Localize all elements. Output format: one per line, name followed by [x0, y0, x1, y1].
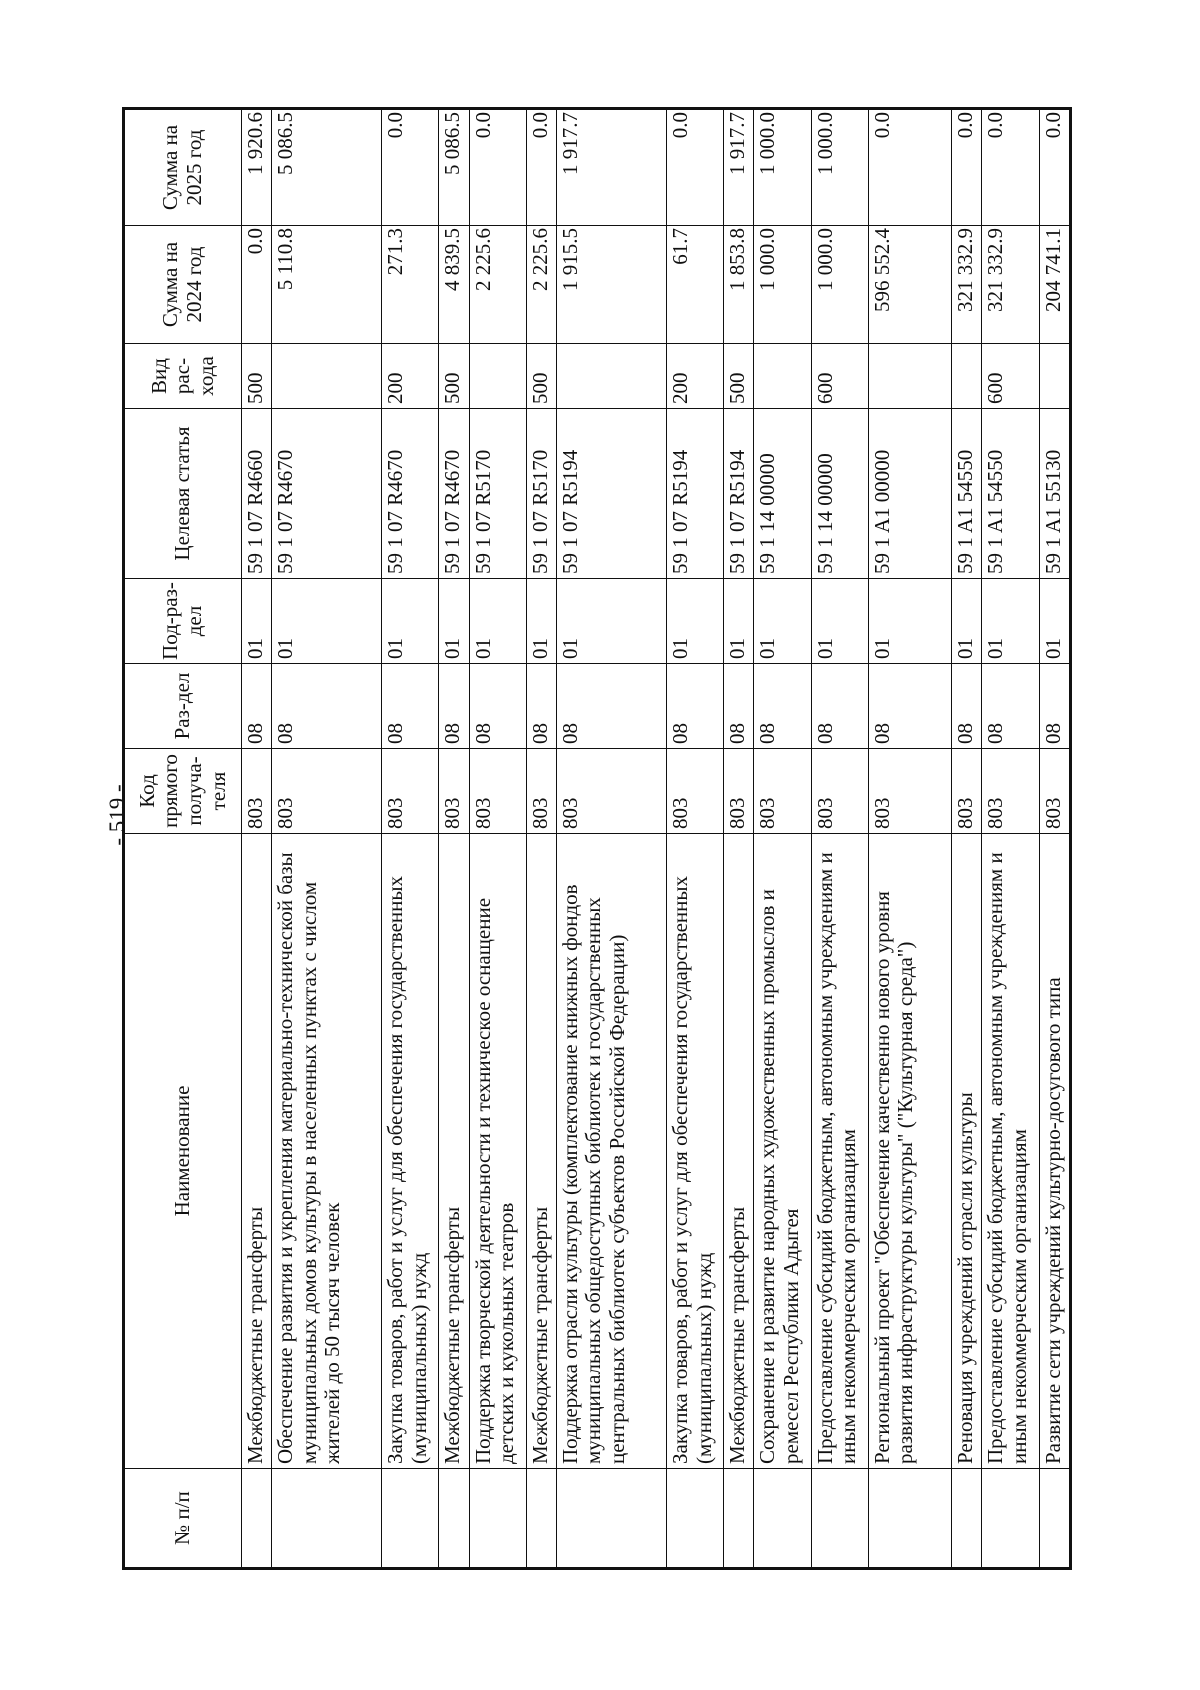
row-num: [811, 1469, 868, 1569]
row-target-article: 59 1 07 R4670: [272, 409, 382, 579]
row-sum-2024: 596 552.4: [868, 226, 952, 344]
row-name: Сохранение и развитие народных художественных промыслов и ремесел Республики Адыгея: [754, 834, 811, 1469]
row-name: Предоставление субсидий бюджетным, автономным учреждениям и иным некоммерческим организациям: [811, 834, 868, 1469]
row-sum-2025: 1 917.7: [724, 109, 754, 226]
row-sum-2024: 2 225.6: [469, 226, 526, 344]
row-sum-2024: 1 000.0: [754, 226, 811, 344]
row-num: [382, 1469, 439, 1569]
row-sum-2024: 321 332.9: [952, 226, 982, 344]
header-sum-2025: Сумма на 2025 год: [124, 109, 242, 226]
table-body: [242, 109, 1071, 1569]
row-expense-kind: 600: [811, 344, 868, 409]
table-row: [754, 109, 811, 1569]
row-sum-2025: 0.0: [868, 109, 952, 226]
row-recipient-code: 803: [526, 749, 556, 834]
row-name: Закупка товаров, работ и услуг для обеспечения государственных (муниципальных) нужд: [667, 834, 724, 1469]
row-section: 08: [272, 664, 382, 749]
row-name: Межбюджетные трансферты: [439, 834, 469, 1469]
table-row: [439, 109, 469, 1569]
table-row: [469, 109, 526, 1569]
row-subsection: 01: [754, 579, 811, 664]
row-section: 08: [382, 664, 439, 749]
row-section: 08: [724, 664, 754, 749]
row-section: 08: [526, 664, 556, 749]
row-name: Межбюджетные трансферты: [526, 834, 556, 1469]
row-subsection: 01: [952, 579, 982, 664]
table-row: [382, 109, 439, 1569]
row-recipient-code: 803: [1039, 749, 1070, 834]
row-section: 08: [811, 664, 868, 749]
row-section: 08: [439, 664, 469, 749]
row-expense-kind: 600: [982, 344, 1039, 409]
row-name: Поддержка отрасли культуры (комплектование книжных фондов муниципальных общедоступных библиотек и государственных центральных библиотек субъектов Российской Федерации): [556, 834, 666, 1469]
row-name: Поддержка творческой деятельности и техническое оснащение детских и кукольных театров: [469, 834, 526, 1469]
row-target-article: 59 1 07 R4670: [382, 409, 439, 579]
row-num: [242, 1469, 272, 1569]
row-expense-kind: 500: [724, 344, 754, 409]
row-section: 08: [754, 664, 811, 749]
row-sum-2025: 0.0: [526, 109, 556, 226]
row-sum-2024: 61.7: [667, 226, 724, 344]
row-section: 08: [469, 664, 526, 749]
row-expense-kind: [754, 344, 811, 409]
table-row: [868, 109, 952, 1569]
row-sum-2025: 0.0: [1039, 109, 1070, 226]
row-recipient-code: 803: [868, 749, 952, 834]
table-row: [982, 109, 1039, 1569]
row-sum-2024: 1 000.0: [811, 226, 868, 344]
row-target-article: 59 1 A1 54550: [952, 409, 982, 579]
row-sum-2024: 2 225.6: [526, 226, 556, 344]
row-name: Обеспечение развития и укрепления материально-технической базы муниципальных домов культуры в населенных пунктах с числом жителей до 50 тысяч человек: [272, 834, 382, 1469]
row-subsection: 01: [439, 579, 469, 664]
header-sum-2024: Сумма на 2024 год: [124, 226, 242, 344]
row-sum-2025: 0.0: [952, 109, 982, 226]
row-section: 08: [982, 664, 1039, 749]
table-row: [952, 109, 982, 1569]
row-sum-2025: 1 920.6: [242, 109, 272, 226]
row-sum-2024: 271.3: [382, 226, 439, 344]
row-num: [556, 1469, 666, 1569]
row-expense-kind: [272, 344, 382, 409]
table-row: [1039, 109, 1070, 1569]
row-expense-kind: 500: [526, 344, 556, 409]
header-section: Раз-дел: [124, 664, 242, 749]
row-subsection: 01: [526, 579, 556, 664]
row-sum-2025: 1 917.7: [556, 109, 666, 226]
row-recipient-code: 803: [811, 749, 868, 834]
row-target-article: 59 1 07 R4670: [439, 409, 469, 579]
row-num: [667, 1469, 724, 1569]
row-target-article: 59 1 07 R4660: [242, 409, 272, 579]
row-recipient-code: 803: [272, 749, 382, 834]
row-subsection: 01: [382, 579, 439, 664]
row-num: [982, 1469, 1039, 1569]
row-expense-kind: 500: [439, 344, 469, 409]
row-recipient-code: 803: [952, 749, 982, 834]
table-row: [242, 109, 272, 1569]
row-subsection: 01: [982, 579, 1039, 664]
row-target-article: 59 1 14 00000: [811, 409, 868, 579]
row-section: 08: [868, 664, 952, 749]
row-target-article: 59 1 07 R5194: [667, 409, 724, 579]
row-subsection: 01: [667, 579, 724, 664]
row-sum-2024: 0.0: [242, 226, 272, 344]
row-subsection: 01: [1039, 579, 1070, 664]
row-expense-kind: [556, 344, 666, 409]
row-sum-2025: 1 000.0: [811, 109, 868, 226]
row-recipient-code: 803: [724, 749, 754, 834]
row-expense-kind: [469, 344, 526, 409]
row-sum-2024: 4 839.5: [439, 226, 469, 344]
row-recipient-code: 803: [556, 749, 666, 834]
row-subsection: 01: [811, 579, 868, 664]
row-name: Реновация учреждений отрасли культуры: [952, 834, 982, 1469]
row-name: Закупка товаров, работ и услуг для обеспечения государственных (муниципальных) нужд: [382, 834, 439, 1469]
row-target-article: 59 1 A1 55130: [1039, 409, 1070, 579]
row-target-article: 59 1 07 R5194: [724, 409, 754, 579]
page-number: - 519 -: [105, 784, 130, 846]
row-name: Межбюджетные трансферты: [242, 834, 272, 1469]
row-sum-2025: 1 000.0: [754, 109, 811, 226]
row-sum-2024: 321 332.9: [982, 226, 1039, 344]
row-section: 08: [556, 664, 666, 749]
row-recipient-code: 803: [439, 749, 469, 834]
row-subsection: 01: [242, 579, 272, 664]
row-sum-2024: 1 853.8: [724, 226, 754, 344]
row-recipient-code: 803: [242, 749, 272, 834]
row-subsection: 01: [556, 579, 666, 664]
row-section: 08: [667, 664, 724, 749]
row-target-article: 59 1 07 R5194: [556, 409, 666, 579]
table-row: [526, 109, 556, 1569]
row-recipient-code: 803: [982, 749, 1039, 834]
row-num: [469, 1469, 526, 1569]
row-expense-kind: 200: [667, 344, 724, 409]
row-section: 08: [1039, 664, 1070, 749]
header-target: Целевая статья: [124, 409, 242, 579]
header-num: № п/п: [124, 1469, 242, 1569]
row-target-article: 59 1 A1 00000: [868, 409, 952, 579]
row-num: [952, 1469, 982, 1569]
row-subsection: 01: [469, 579, 526, 664]
row-sum-2024: 5 110.8: [272, 226, 382, 344]
header-subsection: Под-раз-дел: [124, 579, 242, 664]
row-subsection: 01: [724, 579, 754, 664]
header-name: Наименование: [124, 834, 242, 1469]
row-subsection: 01: [272, 579, 382, 664]
row-num: [1039, 1469, 1070, 1569]
row-recipient-code: 803: [667, 749, 724, 834]
row-recipient-code: 803: [469, 749, 526, 834]
row-expense-kind: [1039, 344, 1070, 409]
row-recipient-code: 803: [754, 749, 811, 834]
row-num: [724, 1469, 754, 1569]
table-row: [811, 109, 868, 1569]
row-name: Межбюджетные трансферты: [724, 834, 754, 1469]
budget-table-container: [122, 110, 1072, 1570]
row-num: [272, 1469, 382, 1569]
row-sum-2025: 0.0: [382, 109, 439, 226]
row-recipient-code: 803: [382, 749, 439, 834]
row-name: Развитие сети учреждений культурно-досугового типа: [1039, 834, 1070, 1469]
row-target-article: 59 1 14 00000: [754, 409, 811, 579]
row-sum-2025: 0.0: [469, 109, 526, 226]
budget-table: [122, 107, 1072, 1570]
row-expense-kind: [868, 344, 952, 409]
row-expense-kind: [952, 344, 982, 409]
header-row: [124, 109, 242, 1569]
row-target-article: 59 1 07 R5170: [469, 409, 526, 579]
row-expense-kind: 500: [242, 344, 272, 409]
header-kind: Вид рас-хода: [124, 344, 242, 409]
row-target-article: 59 1 A1 54550: [982, 409, 1039, 579]
row-sum-2025: 5 086.5: [272, 109, 382, 226]
table-row: [556, 109, 666, 1569]
row-name: Региональный проект "Обеспечение качественно нового уровня развития инфраструктуры культуры" ("Культурная среда"): [868, 834, 952, 1469]
row-section: 08: [952, 664, 982, 749]
table-row: [272, 109, 382, 1569]
table-row: [667, 109, 724, 1569]
row-section: 08: [242, 664, 272, 749]
row-num: [439, 1469, 469, 1569]
row-sum-2025: 0.0: [667, 109, 724, 226]
row-sum-2024: 204 741.1: [1039, 226, 1070, 344]
header-recipient: Код прямого получа-теля: [124, 749, 242, 834]
row-name: Предоставление субсидий бюджетным, автономным учреждениям и иным некоммерческим организациям: [982, 834, 1039, 1469]
row-num: [754, 1469, 811, 1569]
row-num: [868, 1469, 952, 1569]
row-sum-2024: 1 915.5: [556, 226, 666, 344]
row-sum-2025: 0.0: [982, 109, 1039, 226]
row-target-article: 59 1 07 R5170: [526, 409, 556, 579]
row-expense-kind: 200: [382, 344, 439, 409]
row-sum-2025: 5 086.5: [439, 109, 469, 226]
row-subsection: 01: [868, 579, 952, 664]
row-num: [526, 1469, 556, 1569]
table-row: [724, 109, 754, 1569]
